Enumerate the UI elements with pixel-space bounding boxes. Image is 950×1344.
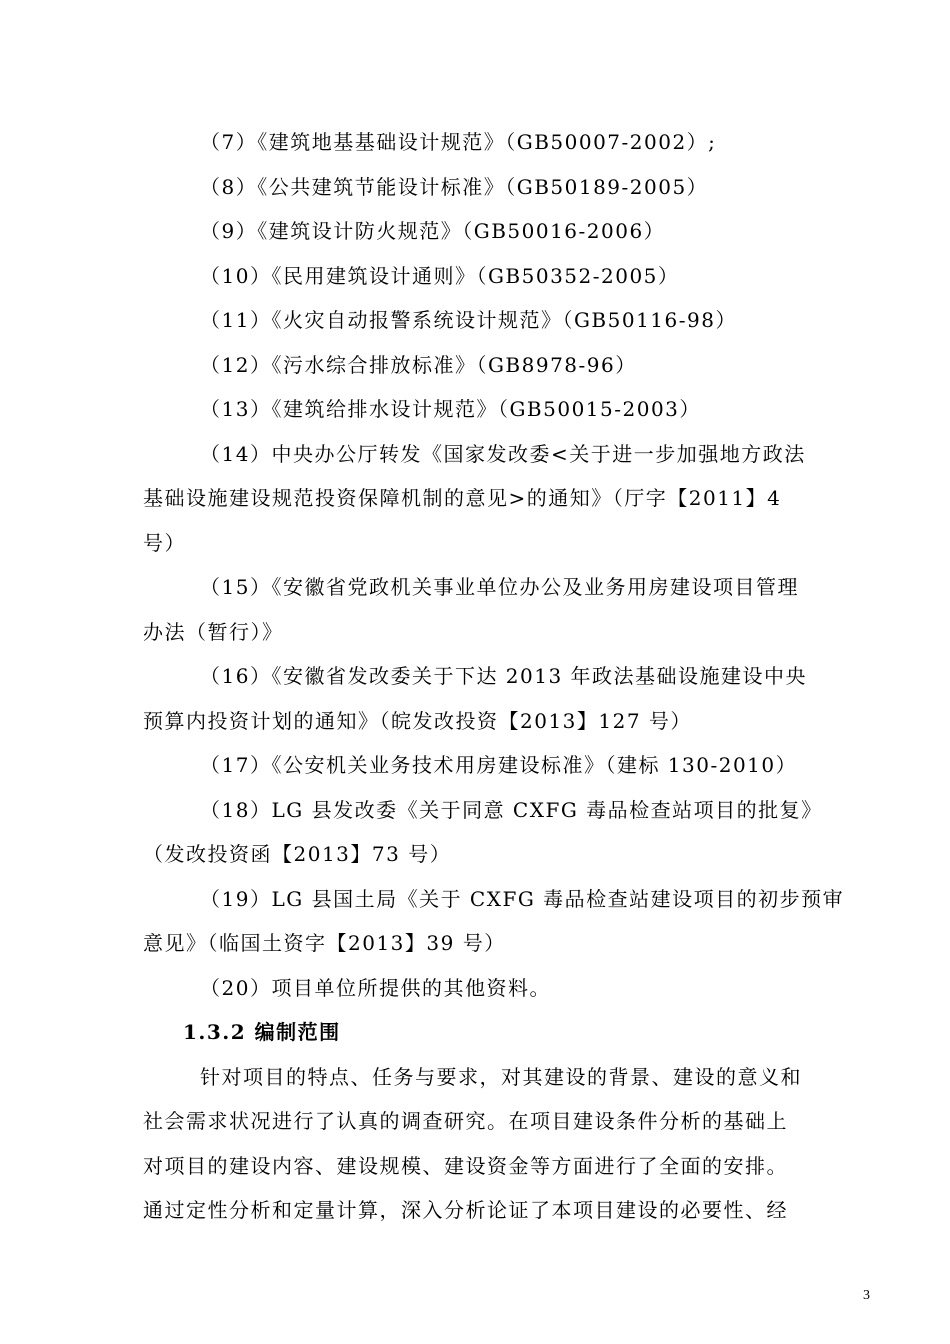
text-line: （9）《建筑设计防火规范》（GB50016-2006）: [200, 219, 666, 243]
text-line: 意见》（临国土资字【2013】39 号）: [143, 931, 506, 955]
text-line: 办法（暂行）》: [143, 619, 284, 644]
text-line: 对项目的建设内容、建设规模、建设资金等方面进行了全面的安排。: [143, 1153, 788, 1178]
text-line: （11）《火灾自动报警系统设计规范》（GB50116-98）: [200, 308, 737, 332]
text-line: （19）LG 县国土局《关于 CXFG 毒品检查站建设项目的初步预审: [200, 886, 845, 911]
text-line: （18）LG 县发改委《关于同意 CXFG 毒品检查站项目的批复》: [200, 797, 823, 822]
text-line: （16）《安徽省发改委关于下达 2013 年政法基础设施建设中央: [200, 664, 808, 688]
text-line: （13）《建筑给排水设计规范》（GB50015-2003）: [200, 397, 701, 421]
text-line: （8）《公共建筑节能设计标准》（GB50189-2005）: [200, 174, 709, 199]
text-line: 针对项目的特点、任务与要求，对其建设的背景、建设的意义和: [200, 1064, 802, 1089]
text-line: （12）《污水综合排放标准》（GB8978-96）: [200, 352, 637, 377]
page-number: 3: [863, 1288, 870, 1303]
text-line: （10）《民用建筑设计通则》（GB50352-2005）: [200, 263, 680, 288]
text-line: （发改投资函【2013】73 号）: [143, 842, 452, 866]
text-line: 基础设施建设规范投资保障机制的意见>的通知》（厅字【2011】4: [143, 486, 782, 510]
text-line: 号）: [143, 530, 186, 555]
text-line: 通过定性分析和定量计算，深入分析论证了本项目建设的必要性、经: [143, 1198, 788, 1222]
text-line: （20）项目单位所提供的其他资料。: [200, 975, 551, 1000]
text-line: 预算内投资计划的通知》（皖发改投资【2013】127 号）: [143, 708, 692, 733]
section-heading: 1.3.2 编制范围: [183, 1020, 341, 1044]
text-line: （17）《公安机关业务技术用房建设标准》（建标 130-2010）: [200, 753, 798, 777]
text-line: 社会需求状况进行了认真的调查研究。在项目建设条件分析的基础上: [143, 1109, 788, 1133]
document-body: [143, 120, 845, 1233]
text-line: （7）《建筑地基基础设计规范》（GB50007-2002）;: [200, 130, 717, 154]
text-line: （14）中央办公厅转发《国家发改委<关于进一步加强地方政法: [200, 441, 806, 466]
text-line: （15）《安徽省党政机关事业单位办公及业务用房建设项目管理: [200, 575, 799, 599]
